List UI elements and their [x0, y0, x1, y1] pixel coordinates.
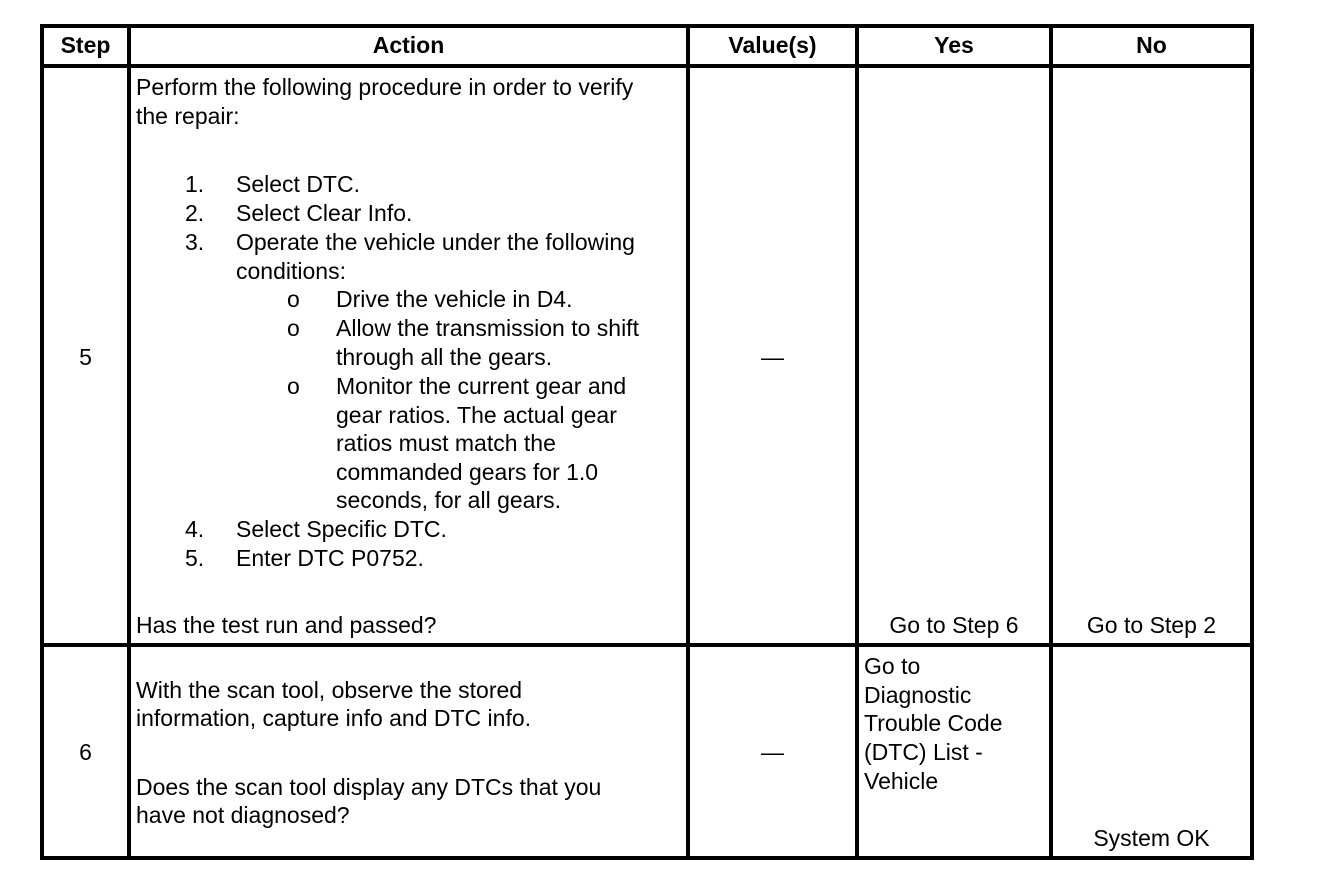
diagnostic-table — [40, 24, 1254, 860]
row6-question-line2: have not diagnosed? — [136, 802, 350, 828]
header-divider — [40, 64, 1254, 68]
header-yes: Yes — [934, 32, 974, 58]
row5-values: — — [761, 344, 784, 370]
row5-bullet3-line1: Monitor the current gear and — [336, 373, 627, 399]
column-divider-step — [127, 24, 131, 860]
column-divider-action — [686, 24, 690, 860]
row-divider — [40, 643, 1254, 647]
row5-step1-text: Select DTC. — [236, 171, 360, 197]
row5-bullet2-mark: o — [287, 315, 300, 341]
row5-bullet3-line4: commanded gears for 1.0 — [336, 459, 599, 485]
row6-yes-line1: Go to — [864, 653, 921, 679]
row6-intro-line2: information, capture info and DTC info. — [136, 705, 532, 731]
row6-question-line1: Does the scan tool display any DTCs that you — [136, 774, 602, 800]
row5-bullet3-line5: seconds, for all gears. — [336, 487, 562, 513]
table-border-right — [1250, 24, 1254, 860]
row5-step5-text: Enter DTC P0752. — [236, 545, 424, 571]
row5-step1-number: 1. — [185, 171, 205, 197]
row6-yes-line2: Diagnostic — [864, 682, 972, 708]
row6-values: — — [761, 739, 784, 765]
row5-bullet2-line2: through all the gears. — [336, 344, 553, 370]
row6-intro-line1: With the scan tool, observe the stored — [136, 677, 523, 703]
row5-no-go-to-step-2: Go to Step 2 — [1086, 612, 1217, 638]
row5-bullet1-mark: o — [287, 286, 300, 312]
row5-step4-number: 4. — [185, 516, 205, 542]
column-divider-values — [855, 24, 859, 860]
row5-step4-text: Select Specific DTC. — [236, 516, 447, 542]
row5-step3-number: 3. — [185, 229, 205, 255]
row5-intro-line1: Perform the following procedure in order to verify — [136, 74, 634, 100]
row5-step3-text-line2: conditions: — [236, 258, 346, 284]
row5-intro-line2: the repair: — [136, 103, 240, 129]
row6-yes-line5: Vehicle — [864, 768, 939, 794]
row6-yes-line4: (DTC) List - — [864, 739, 983, 765]
row5-step5-number: 5. — [185, 545, 205, 571]
header-no: No — [1136, 32, 1167, 58]
row6-yes-line3: Trouble Code — [864, 710, 1003, 736]
row5-step2-text: Select Clear Info. — [236, 200, 413, 226]
column-divider-yes — [1049, 24, 1053, 860]
row5-bullet2-line1: Allow the transmission to shift — [336, 315, 639, 341]
row5-step3-text-line1: Operate the vehicle under the following — [236, 229, 635, 255]
header-action: Action — [372, 32, 445, 58]
header-values: Value(s) — [728, 32, 817, 58]
row6-no-system-ok: System OK — [1093, 825, 1210, 851]
row5-question: Has the test run and passed? — [136, 612, 437, 638]
row5-bullet1-line1: Drive the vehicle in D4. — [336, 286, 573, 312]
table-border-bottom — [40, 856, 1254, 860]
row6-step-number: 6 — [79, 739, 92, 765]
header-step: Step — [60, 32, 111, 58]
row5-bullet3-line2: gear ratios. The actual gear — [336, 402, 617, 428]
row5-yes-go-to-step-6: Go to Step 6 — [889, 612, 1019, 638]
row5-bullet3-mark: o — [287, 373, 300, 399]
row5-step2-number: 2. — [185, 200, 205, 226]
table-border-left — [40, 24, 44, 860]
row5-bullet3-line3: ratios must match the — [336, 430, 556, 456]
row5-step-number: 5 — [79, 344, 92, 370]
table-border-top — [40, 24, 1254, 28]
